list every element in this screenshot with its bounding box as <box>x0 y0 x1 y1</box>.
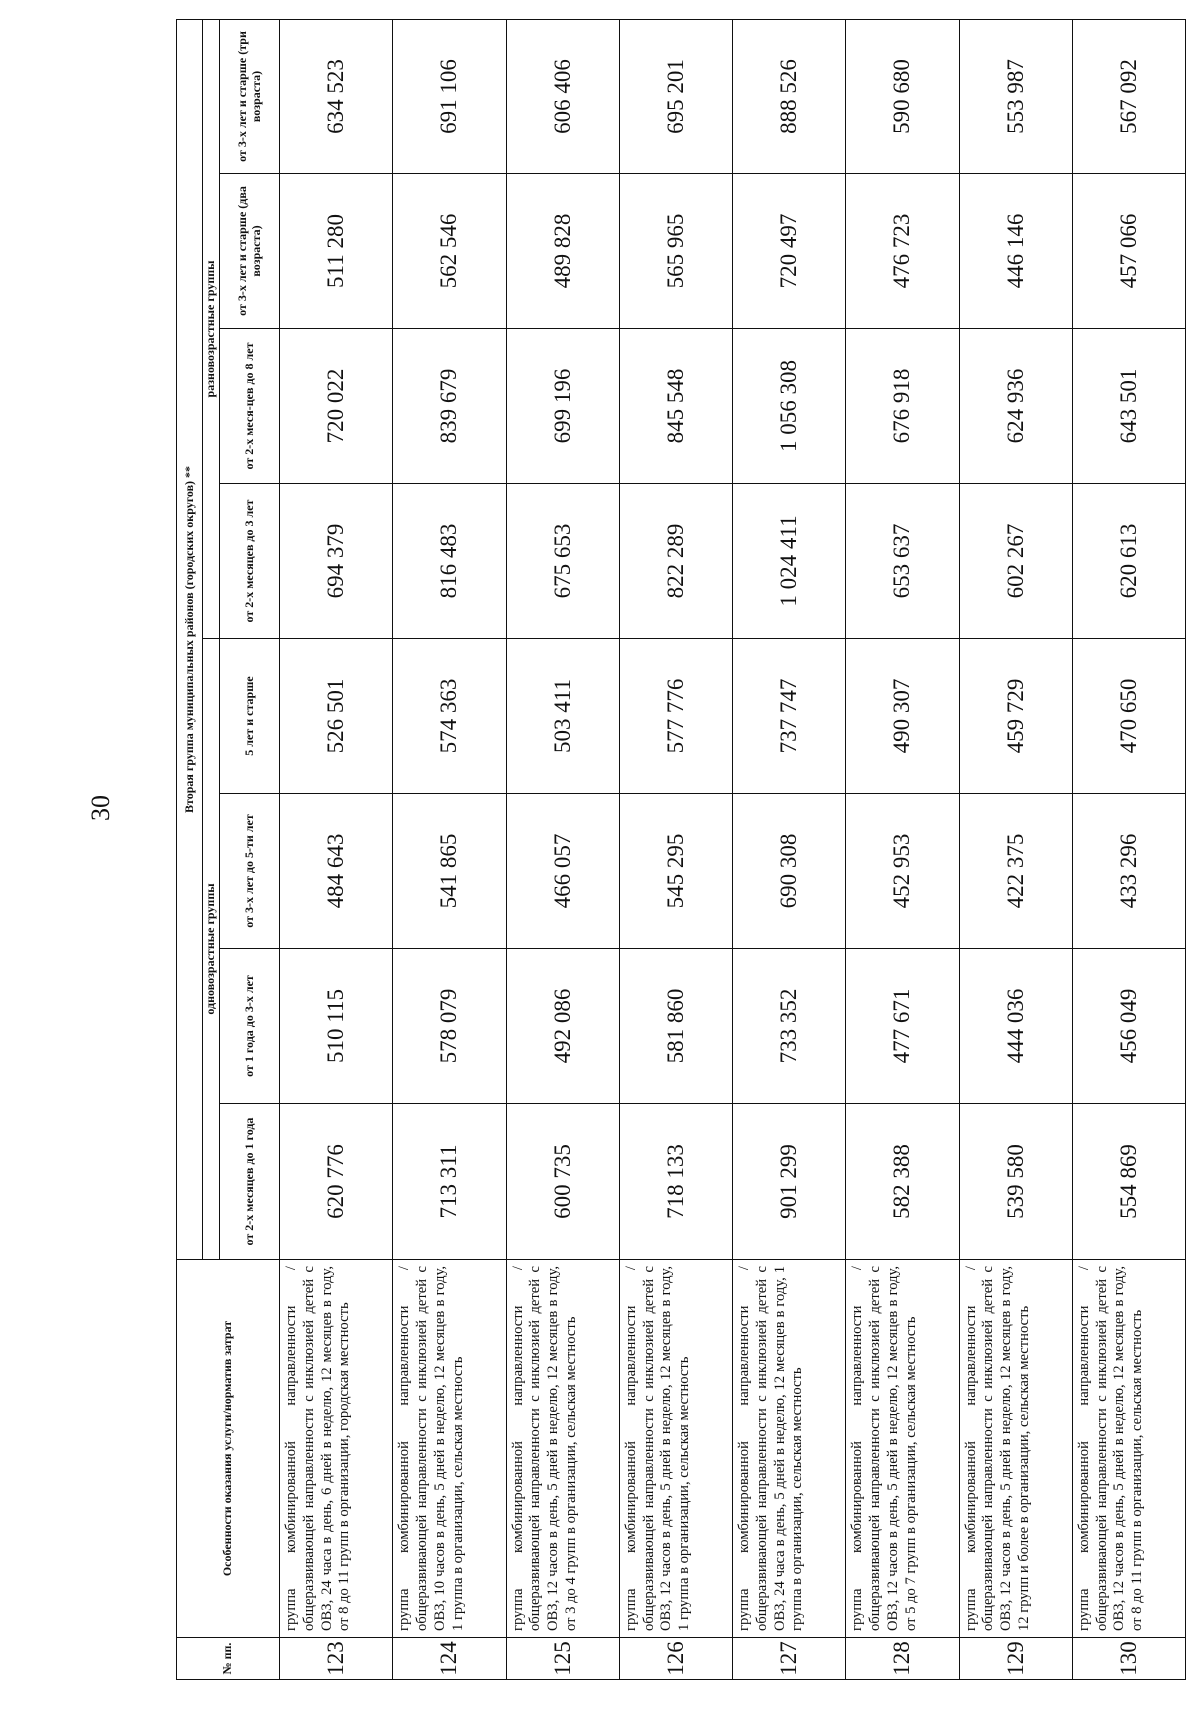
mixed-age-header: разновозрастные группы <box>203 19 220 638</box>
cost-value: 690 308 <box>733 794 846 949</box>
service-description: группа комбинированной направленности / общеразвивающей направленности с инклюзией детей с ОВЗ, 24 часа в день, 5 дней в неделю, 12 месяцев в году, 1 группа в организации, сельская местность <box>733 1260 846 1638</box>
table-row <box>393 19 506 1679</box>
cost-value: 433 296 <box>1072 794 1185 949</box>
cost-value: 1 024 411 <box>733 484 846 639</box>
cost-value: 675 653 <box>506 484 619 639</box>
rotated-table-container <box>176 20 1186 1680</box>
cost-value: 526 501 <box>280 639 393 794</box>
table-row <box>619 19 732 1679</box>
column-header-age: от 3-х лет и старше (два возраста) <box>220 174 280 329</box>
cost-value: 567 092 <box>1072 19 1185 173</box>
cost-value: 676 918 <box>846 329 959 484</box>
cost-value: 901 299 <box>733 1104 846 1260</box>
cost-value: 691 106 <box>393 19 506 173</box>
cost-value: 578 079 <box>393 949 506 1104</box>
service-description: группа комбинированной направленности / общеразвивающей направленности с инклюзией детей с ОВЗ, 12 часов в день, 5 дней в неделю, 12 месяцев в году, от 8 до 11 групп в организации, сельская местность <box>1072 1260 1185 1638</box>
cost-value: 581 860 <box>619 949 732 1104</box>
row-number: 123 <box>280 1638 393 1680</box>
cost-value: 510 115 <box>280 949 393 1104</box>
column-header-age: от 2-х месяцев до 1 года <box>220 1104 280 1260</box>
cost-value: 620 776 <box>280 1104 393 1260</box>
cost-value: 602 267 <box>959 484 1072 639</box>
row-number: 129 <box>959 1638 1072 1680</box>
cost-value: 574 363 <box>393 639 506 794</box>
row-number: 125 <box>506 1638 619 1680</box>
row-number: 128 <box>846 1638 959 1680</box>
single-age-header: одновозрастные группы <box>203 639 220 1260</box>
cost-value: 733 352 <box>733 949 846 1104</box>
column-header-service: Особенности оказания услуги/норматив затрат <box>177 1260 280 1638</box>
cost-value: 643 501 <box>1072 329 1185 484</box>
column-header-age: от 3-х лет до 5-ти лет <box>220 794 280 949</box>
table-row <box>846 19 959 1679</box>
cost-value: 422 375 <box>959 794 1072 949</box>
cost-value: 554 869 <box>1072 1104 1185 1260</box>
cost-value: 606 406 <box>506 19 619 173</box>
cost-value: 577 776 <box>619 639 732 794</box>
table-row <box>959 19 1072 1679</box>
cost-value: 600 735 <box>506 1104 619 1260</box>
cost-value: 737 747 <box>733 639 846 794</box>
cost-value: 545 295 <box>619 794 732 949</box>
cost-value: 562 546 <box>393 174 506 329</box>
service-description: группа комбинированной направленности / общеразвивающей направленности с инклюзией детей с ОВЗ, 12 часов в день, 5 дней в неделю, 12 месяцев в году, 1 группа в организации, сельская местность <box>619 1260 732 1638</box>
cost-value: 457 066 <box>1072 174 1185 329</box>
cost-value: 503 411 <box>506 639 619 794</box>
cost-value: 444 036 <box>959 949 1072 1104</box>
cost-value: 699 196 <box>506 329 619 484</box>
table-row <box>1072 19 1185 1679</box>
cost-value: 653 637 <box>846 484 959 639</box>
table-row <box>280 19 393 1679</box>
cost-value: 490 307 <box>846 639 959 794</box>
row-number: 124 <box>393 1638 506 1680</box>
cost-value: 720 497 <box>733 174 846 329</box>
table-row <box>506 19 619 1679</box>
page-number: 30 <box>86 795 115 821</box>
row-number: 126 <box>619 1638 732 1680</box>
cost-value: 459 729 <box>959 639 1072 794</box>
cost-value: 456 049 <box>1072 949 1185 1104</box>
cost-value: 541 865 <box>393 794 506 949</box>
cost-value: 816 483 <box>393 484 506 639</box>
column-header-age: 5 лет и старше <box>220 639 280 794</box>
cost-value: 845 548 <box>619 329 732 484</box>
cost-value: 466 057 <box>506 794 619 949</box>
group-header: Вторая группа муниципальных районов (городских округов) ** <box>177 19 203 1259</box>
cost-value: 1 056 308 <box>733 329 846 484</box>
cost-value: 590 680 <box>846 19 959 173</box>
cost-value: 582 388 <box>846 1104 959 1260</box>
cost-value: 565 965 <box>619 174 732 329</box>
cost-value: 822 289 <box>619 484 732 639</box>
row-number: 130 <box>1072 1638 1185 1680</box>
service-description: группа комбинированной направленности / общеразвивающей направленности с инклюзией детей с ОВЗ, 10 часов в день, 5 дней в неделю, 12 месяцев в году, 1 группа в организации, сельская местность <box>393 1260 506 1638</box>
service-description: группа комбинированной направленности / общеразвивающей направленности с инклюзией детей с ОВЗ, 24 часа в день, 6 дней в неделю, 12 месяцев в году, от 8 до 11 групп в организации, городская местность <box>280 1260 393 1638</box>
column-header-age: от 1 года до 3-х лет <box>220 949 280 1104</box>
column-header-age: от 2-х меся-цев до 8 лет <box>220 329 280 484</box>
cost-value: 511 280 <box>280 174 393 329</box>
cost-value: 888 526 <box>733 19 846 173</box>
cost-value: 553 987 <box>959 19 1072 173</box>
column-header-age: от 2-х месяцев до 3 лет <box>220 484 280 639</box>
cost-value: 446 146 <box>959 174 1072 329</box>
cost-value: 452 953 <box>846 794 959 949</box>
cost-value: 476 723 <box>846 174 959 329</box>
cost-value: 634 523 <box>280 19 393 173</box>
service-description: группа комбинированной направленности / общеразвивающей направленности с инклюзией детей с ОВЗ, 12 часов в день, 5 дней в неделю, 12 месяцев в году, от 5 до 7 групп в организации, сельская местность <box>846 1260 959 1638</box>
service-description: группа комбинированной направленности / общеразвивающей направленности с инклюзией детей с ОВЗ, 12 часов в день, 5 дней в неделю, 12 месяцев в году, 12 групп и более в организации, сельская местность <box>959 1260 1072 1638</box>
service-description: группа комбинированной направленности / общеразвивающей направленности с инклюзией детей с ОВЗ, 12 часов в день, 5 дней в неделю, 12 месяцев в году, от 3 до 4 групп в организации, сельская местность <box>506 1260 619 1638</box>
cost-value: 470 650 <box>1072 639 1185 794</box>
row-number: 127 <box>733 1638 846 1680</box>
column-header-num: № пп. <box>177 1638 280 1680</box>
column-header-age: от 3-х лет и старше (три возраста) <box>220 19 280 173</box>
cost-value: 713 311 <box>393 1104 506 1260</box>
cost-value: 492 086 <box>506 949 619 1104</box>
cost-value: 624 936 <box>959 329 1072 484</box>
cost-value: 477 671 <box>846 949 959 1104</box>
table-row <box>733 19 846 1679</box>
cost-value: 620 613 <box>1072 484 1185 639</box>
cost-value: 484 643 <box>280 794 393 949</box>
cost-norms-table <box>176 19 1186 1680</box>
cost-value: 718 133 <box>619 1104 732 1260</box>
cost-value: 839 679 <box>393 329 506 484</box>
cost-value: 695 201 <box>619 19 732 173</box>
cost-value: 720 022 <box>280 329 393 484</box>
cost-value: 539 580 <box>959 1104 1072 1260</box>
cost-value: 489 828 <box>506 174 619 329</box>
cost-value: 694 379 <box>280 484 393 639</box>
